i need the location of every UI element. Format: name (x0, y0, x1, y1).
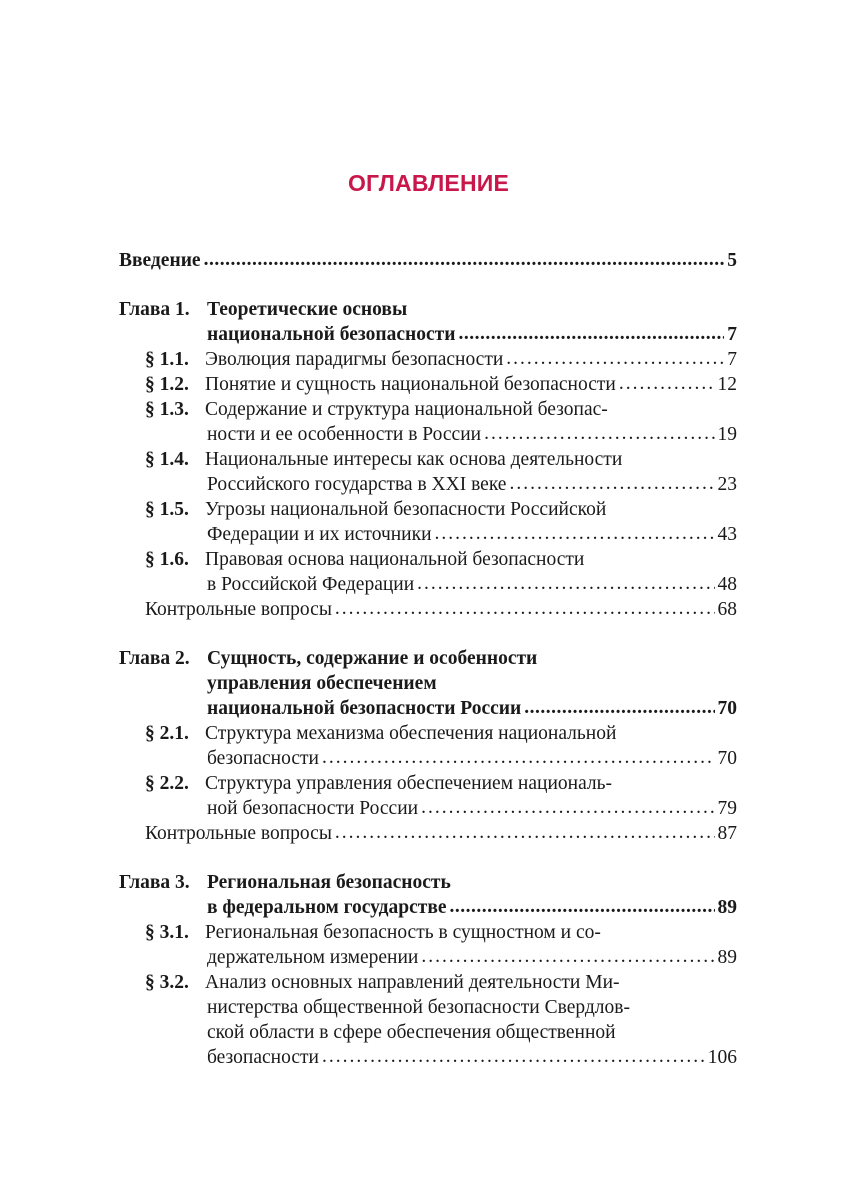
section-title: Правовая основа национальной безопасности (205, 549, 585, 570)
dot-leader (421, 944, 714, 969)
toc-section-1-1[interactable] (119, 347, 737, 372)
dot-leader (509, 471, 714, 496)
toc-section-1-3[interactable] (119, 397, 737, 422)
dot-leader (458, 321, 724, 346)
dot-leader (524, 695, 714, 720)
toc-section-3-1[interactable] (119, 920, 737, 945)
section-title: безопасности (207, 1047, 319, 1068)
section-label: § 2.2. (145, 773, 189, 794)
section-label: § 3.1. (145, 922, 189, 943)
page-number: 7 (727, 349, 737, 370)
page-number: 19 (717, 424, 737, 445)
chapter-label: Глава 1. (119, 299, 190, 320)
page-number: 48 (717, 574, 737, 595)
page-number: 7 (727, 324, 737, 345)
section-title: Российского государства в XXI веке (207, 474, 507, 495)
section-label: § 3.2. (145, 972, 189, 993)
dot-leader (619, 371, 715, 396)
toc-chapter-1-cont[interactable] (119, 322, 737, 347)
section-title: Понятие и сущность национальной безопасности (205, 374, 616, 395)
toc-section-3-2[interactable] (119, 970, 737, 995)
chapter-title: в федеральном государстве (207, 897, 447, 918)
section-title: ной безопасности России (207, 798, 419, 819)
chapter-title: Региональная безопасность (207, 872, 451, 893)
toc-section-3-1-cont[interactable] (119, 945, 737, 970)
toc-section-1-5-cont[interactable] (119, 522, 737, 547)
page-number: 68 (717, 599, 737, 620)
toc-section-1-5[interactable] (119, 497, 737, 522)
section-title: нистерства общественной безопасности Свердлов- (207, 997, 630, 1018)
toc-questions-2[interactable] (119, 821, 737, 846)
section-label: § 1.2. (145, 374, 189, 395)
dot-leader (322, 745, 715, 770)
section-label: § 1.3. (145, 399, 189, 420)
page-number: 106 (707, 1047, 737, 1068)
toc-chapter-2[interactable] (119, 646, 737, 671)
section-title: в Российской Федерации (207, 574, 415, 595)
chapter-title: Сущность, содержание и особенности (207, 648, 538, 669)
page-number: 43 (717, 524, 737, 545)
section-label: § 1.4. (145, 449, 189, 470)
chapter-title: национальной безопасности (207, 324, 456, 345)
chapter-title: национальной безопасности России (207, 698, 522, 719)
section-title: Угрозы национальной безопасности Российской (205, 499, 607, 520)
dot-leader (335, 596, 715, 621)
entry-text: Введение (119, 250, 201, 271)
dot-leader (204, 247, 725, 272)
toc-chapter-3[interactable] (119, 870, 737, 895)
section-title: держательном измерении (207, 947, 419, 968)
dot-leader (435, 521, 715, 546)
toc-chapter-2-cont2[interactable] (119, 696, 737, 721)
page-number: 70 (717, 698, 737, 719)
questions-title: Контрольные вопросы (145, 823, 332, 844)
section-title: Структура механизма обеспечения национальной (205, 723, 617, 744)
section-label: § 1.6. (145, 549, 189, 570)
dot-leader (506, 346, 724, 371)
section-title: ской области в сфере обеспечения общественной (207, 1022, 616, 1043)
chapter-title: управления обеспечением (207, 673, 437, 694)
chapter-label: Глава 3. (119, 872, 190, 893)
table-of-contents (119, 248, 737, 1070)
page-number: 23 (717, 474, 737, 495)
questions-title: Контрольные вопросы (145, 599, 332, 620)
page-number: 87 (717, 823, 737, 844)
toc-section-1-6[interactable] (119, 547, 737, 572)
page-title: ОГЛАВЛЕНИЕ (347, 170, 510, 196)
toc-section-2-1-cont[interactable] (119, 746, 737, 771)
page-number: 79 (717, 798, 737, 819)
page-number: 12 (717, 374, 737, 395)
toc-section-2-2[interactable] (119, 771, 737, 796)
chapter-title: Теоретические основы (207, 299, 408, 320)
toc-section-1-4[interactable] (119, 447, 737, 472)
toc-chapter-1[interactable] (119, 297, 737, 322)
section-title: Федерации и их источники (207, 524, 432, 545)
toc-section-1-2[interactable] (119, 372, 737, 397)
section-title: Анализ основных направлений деятельности Ми- (205, 972, 620, 993)
toc-chapter-3-cont[interactable] (119, 895, 737, 920)
dot-leader (450, 894, 715, 919)
section-title: ности и ее особенности в России (207, 424, 482, 445)
toc-section-1-3-cont[interactable] (119, 422, 737, 447)
section-label: § 2.1. (145, 723, 189, 744)
dot-leader (335, 820, 715, 845)
section-title: Эволюция парадигмы безопасности (205, 349, 504, 370)
section-label: § 1.5. (145, 499, 189, 520)
section-title: безопасности (207, 748, 319, 769)
toc-section-3-2-cont2[interactable] (119, 1020, 737, 1045)
toc-section-1-4-cont[interactable] (119, 472, 737, 497)
toc-section-3-2-cont[interactable] (119, 995, 737, 1020)
section-title: Структура управления обеспечением националь- (205, 773, 613, 794)
toc-section-3-2-cont3[interactable] (119, 1045, 737, 1070)
toc-questions-1[interactable] (119, 597, 737, 622)
toc-section-2-2-cont[interactable] (119, 796, 737, 821)
dot-leader (421, 795, 714, 820)
chapter-label: Глава 2. (119, 648, 190, 669)
dot-leader (417, 571, 714, 596)
dot-leader (322, 1044, 705, 1069)
dot-leader (484, 421, 714, 446)
section-title: Содержание и структура национальной безопас- (205, 399, 608, 420)
section-title: Национальные интересы как основа деятельности (205, 449, 623, 470)
page-number: 89 (717, 897, 737, 918)
section-title: Региональная безопасность в сущностном и со- (205, 922, 601, 943)
page-number: 70 (717, 748, 737, 769)
toc-section-2-1[interactable] (119, 721, 737, 746)
toc-chapter-2-cont[interactable] (119, 671, 737, 696)
section-label: § 1.1. (145, 349, 189, 370)
toc-section-1-6-cont[interactable] (119, 572, 737, 597)
page-number: 5 (727, 250, 737, 271)
toc-entry-intro[interactable] (119, 248, 737, 273)
page-number: 89 (717, 947, 737, 968)
